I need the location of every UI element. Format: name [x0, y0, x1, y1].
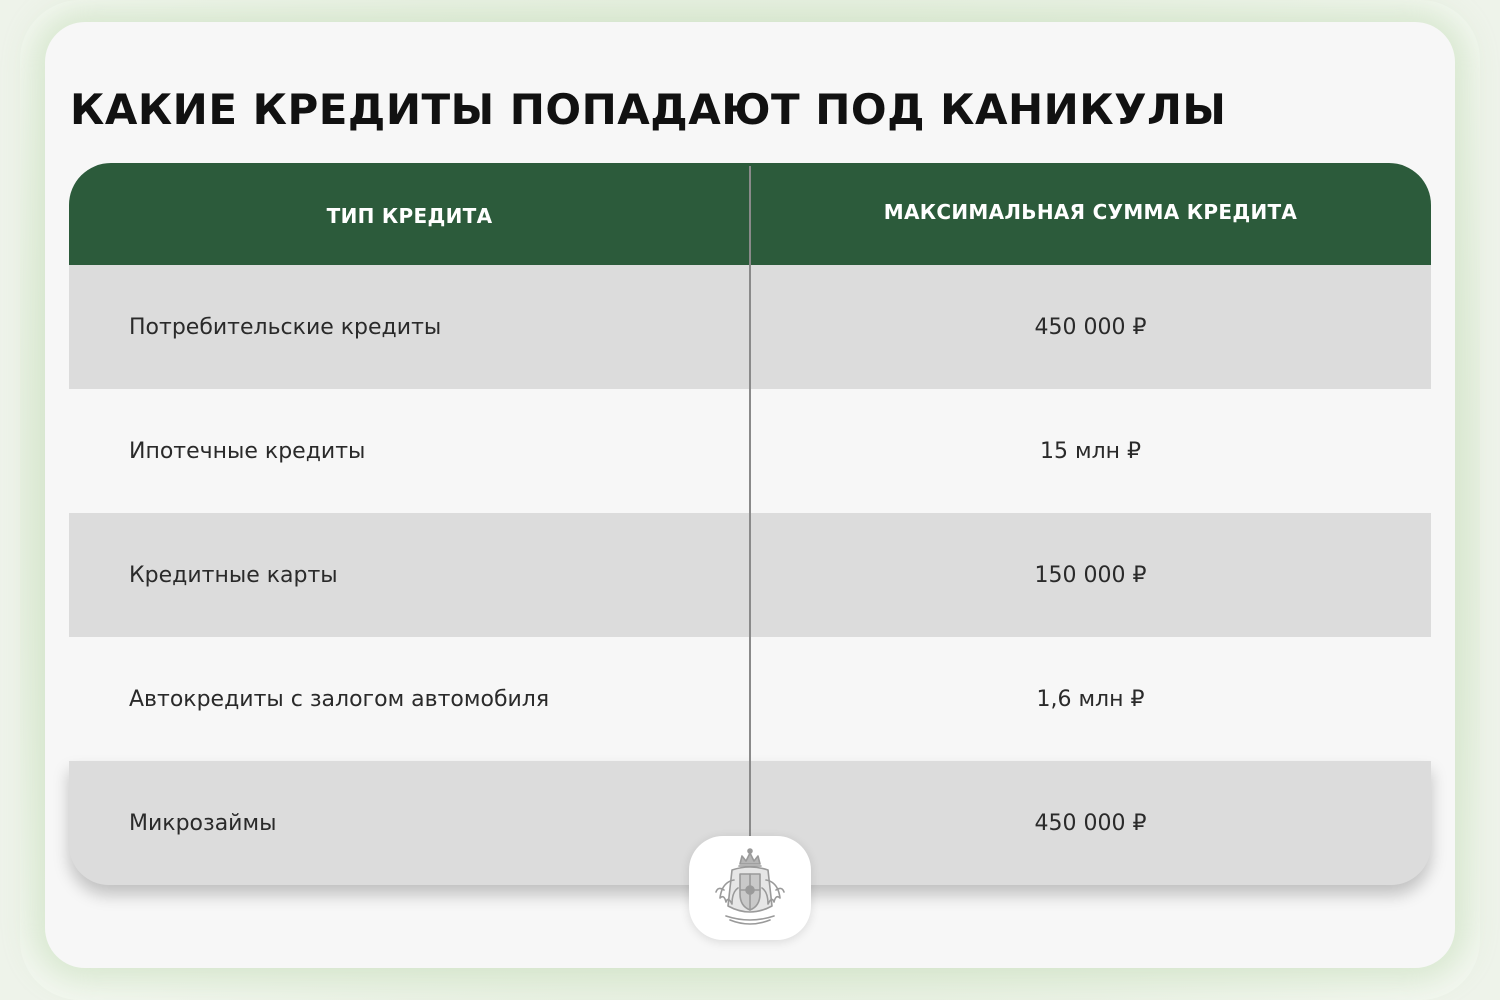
page-title: КАКИЕ КРЕДИТЫ ПОПАДАЮТ ПОД КАНИКУЛЫ [70, 85, 1227, 134]
column-header-type: ТИП КРЕДИТА [326, 204, 493, 228]
cell-credit-type: Микрозаймы [129, 810, 277, 836]
cell-max-amount: 150 000 ₽ [1034, 562, 1147, 588]
cell-max-amount: 1,6 млн ₽ [1036, 686, 1145, 712]
coat-of-arms-icon [710, 846, 790, 930]
column-header-max-amount: МАКСИМАЛЬНАЯ СУММА КРЕДИТА [883, 200, 1298, 224]
cell-credit-type: Кредитные карты [129, 562, 338, 588]
cell-max-amount: 450 000 ₽ [1034, 810, 1147, 836]
column-divider [749, 166, 751, 838]
cell-max-amount: 450 000 ₽ [1034, 314, 1147, 340]
cell-credit-type: Потребительские кредиты [129, 314, 442, 340]
emblem-badge [689, 836, 811, 940]
cell-max-amount: 15 млн ₽ [1039, 438, 1142, 464]
cell-credit-type: Автокредиты с залогом автомобиля [129, 686, 550, 712]
cell-credit-type: Ипотечные кредиты [129, 438, 366, 464]
